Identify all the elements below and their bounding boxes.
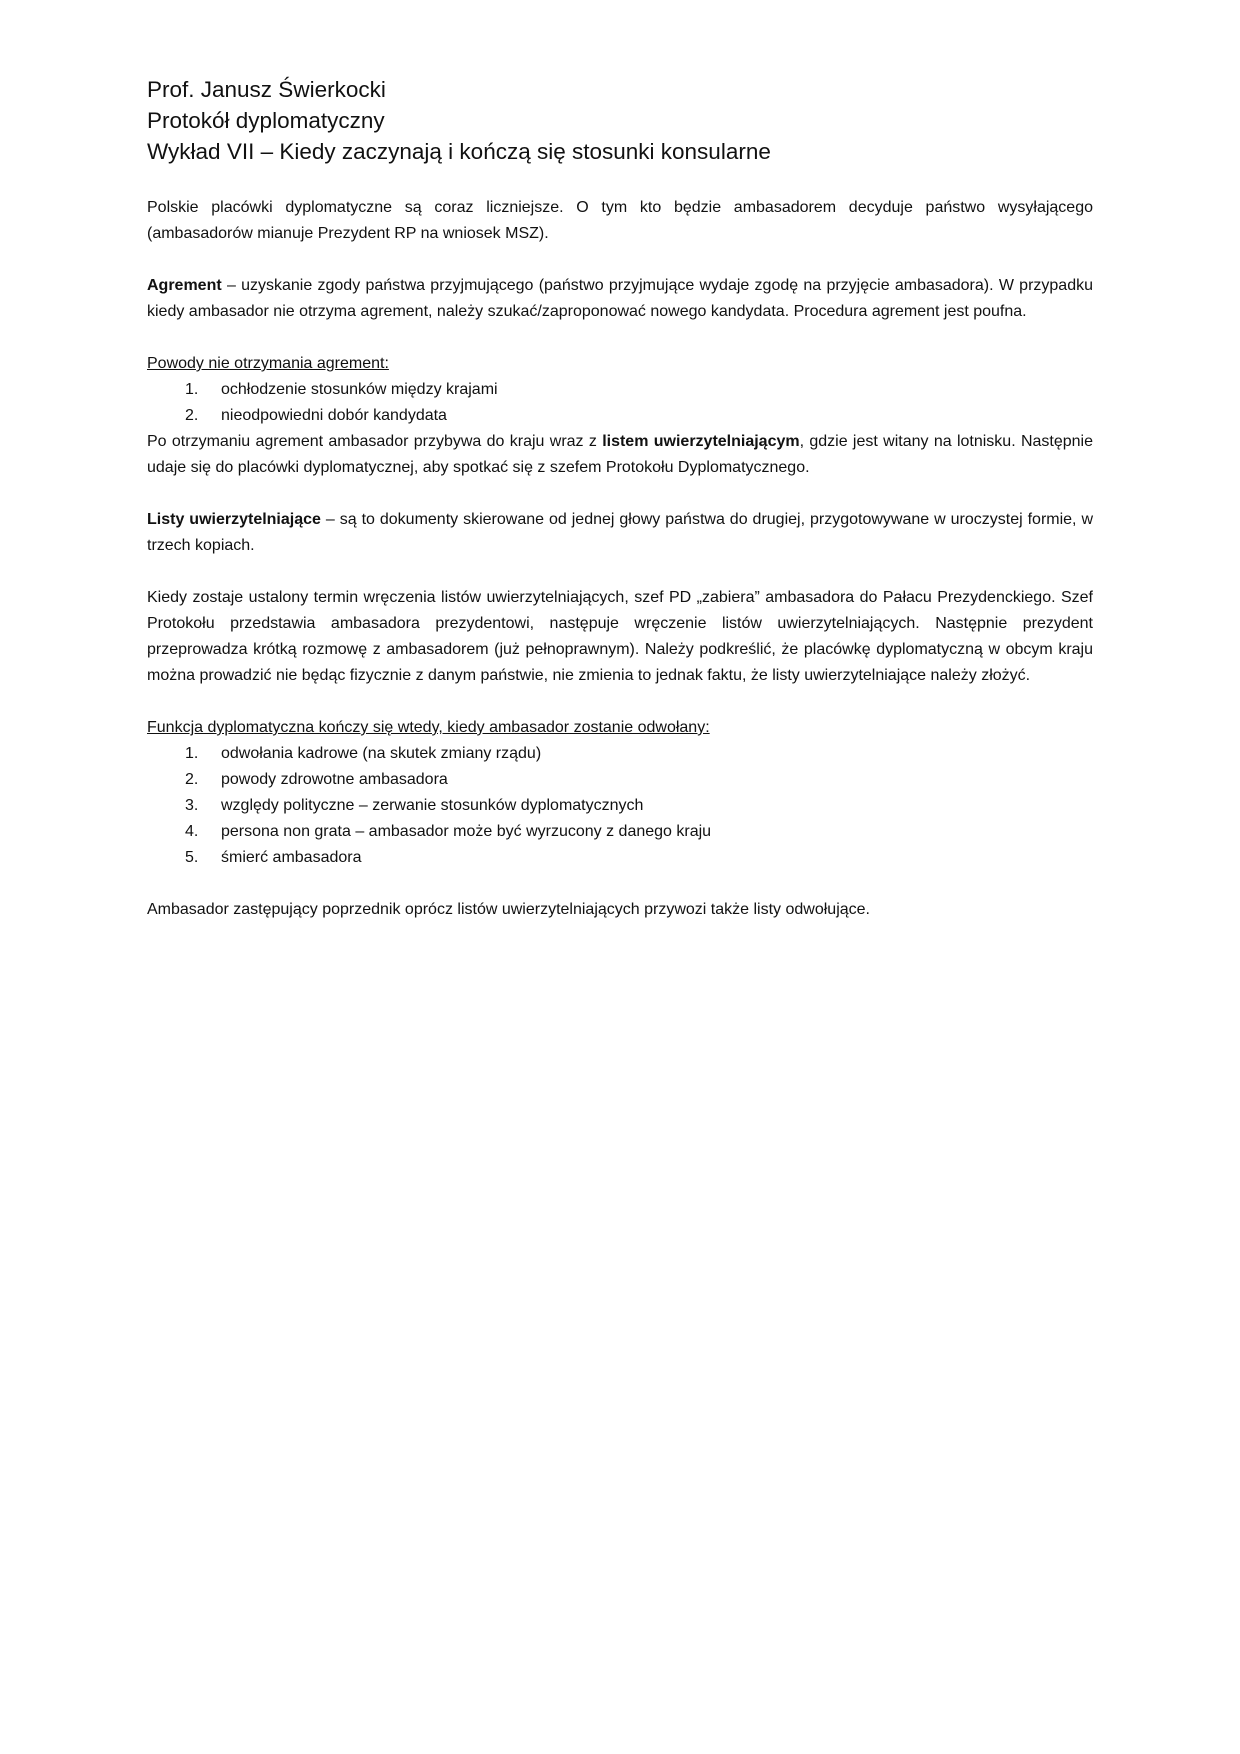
list-number: 4.	[185, 823, 199, 840]
list-text: nieodpowiedni dobór kandydata	[221, 407, 447, 424]
list-number: 3.	[185, 797, 199, 814]
list-number: 5.	[185, 849, 199, 866]
paragraph-agrement	[147, 273, 1093, 325]
list-number: 1.	[185, 745, 199, 762]
reasons-heading: Powody nie otrzymania agrement:	[147, 355, 389, 372]
arrival-text-end: , gdzie jest witany na lotnisku. Następnie udaje się do placówki dyplomatycznej, aby spotkać się z szefem Protokołu Dyplomatycznego.	[147, 433, 1093, 476]
author-line: Prof. Janusz Świerkocki	[147, 77, 386, 102]
paragraph-credentials	[147, 507, 1093, 559]
list-item	[147, 793, 1093, 819]
list-number: 2.	[185, 771, 199, 788]
agrement-definition: – uzyskanie zgody państwa przyjmującego (państwo przyjmujące wydaje zgodę na przyjęcie ambasadora). W przypadku kiedy ambasador nie otrzyma agrement, należy szukać/zaproponować nowego kandydata. Procedura agrement jest poufna.	[147, 277, 1093, 320]
list-text: odwołania kadrowe (na skutek zmiany rządu)	[221, 745, 542, 762]
list-text: powody zdrowotne ambasadora	[221, 771, 448, 788]
spacer	[147, 481, 1093, 507]
reasons-list	[147, 377, 1093, 429]
spacer	[147, 167, 1093, 195]
list-item	[147, 377, 1093, 403]
spacer	[147, 871, 1093, 897]
spacer	[147, 247, 1093, 273]
paragraph-intro: Polskie placówki dyplomatyczne są coraz liczniejsze. O tym kto będzie ambasadorem decyduje państwo wysyłającego (ambasadorów mianuje Prezydent RP na wniosek MSZ).	[147, 199, 1093, 242]
course-title: Protokół dyplomatyczny	[147, 108, 385, 133]
paragraph-arrival	[147, 429, 1093, 481]
list-text: śmierć ambasadora	[221, 849, 362, 866]
credentials-definition: – są to dokumenty skierowane od jednej głowy państwa do drugiej, przygotowywane w uroczystej formie, w trzech kopiach.	[147, 511, 1094, 554]
list-item	[147, 767, 1093, 793]
term-agrement: Agrement	[147, 277, 222, 294]
lecture-title: Wykład VII – Kiedy zaczynają i kończą się stosunki konsularne	[147, 139, 771, 164]
list-item	[147, 403, 1093, 429]
paragraph-ceremony: Kiedy zostaje ustalony termin wręczenia listów uwierzytelniających, szef PD „zabiera” ambasadora do Pałacu Prezydenckiego. Szef Protokołu przedstawia ambasadora prezydentowi, następuje wręczenie listów uwierzytelniających. Następnie prezydent przeprowadza krótką rozmowę z ambasadorem (już pełnoprawnym). Należy podkreślić, że placówkę dyplomatyczną w obcym kraju można prowadzić nie będąc fizycznie z danym państwie, nie zmienia to jednak faktu, że listy uwierzytelniające należy złożyć.	[147, 589, 1093, 684]
list-item	[147, 845, 1093, 871]
list-number: 2.	[185, 407, 199, 424]
list-text: ochłodzenie stosunków między krajami	[221, 381, 498, 398]
paragraph-replacement: Ambasador zastępujący poprzednik oprócz listów uwierzytelniających przywozi także listy odwołujące.	[147, 901, 870, 918]
arrival-text-start: Po otrzymaniu agrement ambasador przybywa do kraju wraz z	[147, 433, 603, 450]
ending-list	[147, 741, 1093, 871]
list-text: persona non grata – ambasador może być wyrzucony z danego kraju	[221, 823, 712, 840]
list-item	[147, 819, 1093, 845]
list-item	[147, 741, 1093, 767]
spacer	[147, 689, 1093, 715]
document-header	[147, 74, 1093, 167]
list-text: względy polityczne – zerwanie stosunków dyplomatycznych	[221, 797, 644, 814]
spacer	[147, 559, 1093, 585]
list-number: 1.	[185, 381, 199, 398]
term-credentials: Listy uwierzytelniające	[147, 511, 321, 528]
term-credential-letter: listem uwierzytelniającym	[602, 433, 800, 450]
spacer	[147, 325, 1093, 351]
ending-heading: Funkcja dyplomatyczna kończy się wtedy, kiedy ambasador zostanie odwołany:	[147, 719, 710, 736]
